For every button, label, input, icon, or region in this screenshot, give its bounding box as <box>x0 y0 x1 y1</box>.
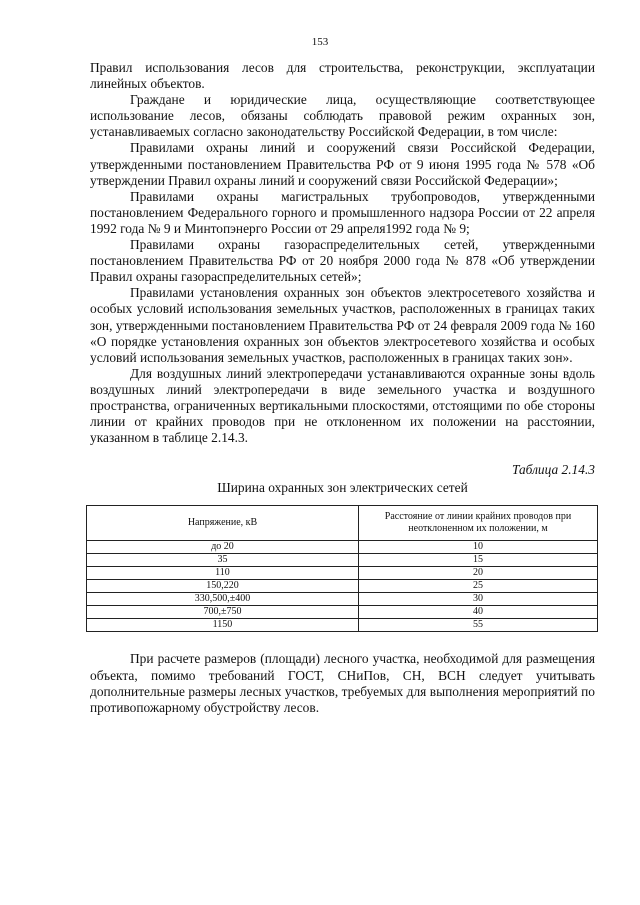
body-text-before-table <box>90 60 595 446</box>
table-row <box>87 554 598 567</box>
table-row <box>87 606 598 619</box>
paragraph: Для воздушных линий электропередачи устанавливаются охранные зоны вдоль воздушных линий электропередачи в виде земельного участка и воздушного пространства, ограниченных вертикальными плоскостями, отстоящими по обе стороны линии от крайних проводов при не отклоненном их положении на расстоянии, указанном в таблице 2.14.3. <box>90 365 595 446</box>
voltage-cell: 35 <box>87 554 359 567</box>
paragraph: Правилами установления охранных зон объектов электросетевого хозяйства и особых условий использования земельных участков, расположенных в границах таких зон, утвержденными постановлением Правительства РФ от 24 февраля 2009 года № 160 «О порядке установления охранных зон объектов электросетевого хозяйства и особых условий использования земельных участков, расположенных в границах таких зон». <box>90 285 595 365</box>
distance-cell: 30 <box>359 593 598 606</box>
body-text-after-table <box>90 651 595 715</box>
table-row <box>87 580 598 593</box>
paragraph: Правил использования лесов для строительства, реконструкции, эксплуатации линейных объектов. <box>90 60 595 92</box>
paragraph: Правилами охраны газораспределительных сетей, утвержденными постановлением Правительства РФ от 20 ноября 2000 года № 878 «Об утверждении Правил охраны газораспределительных сетей»; <box>90 237 595 285</box>
voltage-cell: 1150 <box>87 619 359 632</box>
table-row <box>87 567 598 580</box>
header-voltage: Напряжение, кВ <box>87 506 359 541</box>
table-title: Ширина охранных зон электрических сетей <box>217 480 468 496</box>
distance-cell: 55 <box>359 619 598 632</box>
table-body <box>87 541 598 632</box>
voltage-cell: 110 <box>87 567 359 580</box>
distance-cell: 25 <box>359 580 598 593</box>
voltage-cell: 330,500,±400 <box>87 593 359 606</box>
distance-cell: 15 <box>359 554 598 567</box>
distance-cell: 10 <box>359 541 598 554</box>
voltage-cell: 150,220 <box>87 580 359 593</box>
distance-cell: 40 <box>359 606 598 619</box>
voltage-cell: 700,±750 <box>87 606 359 619</box>
paragraph: Правилами охраны линий и сооружений связи Российской Федерации, утвержденными постановлением Правительства РФ от 9 июня 1995 года № 578 «Об утверждении Правил охраны линий и сооружений связи Российской Федерации»; <box>90 140 595 188</box>
page-content <box>90 60 595 716</box>
paragraph: При расчете размеров (площади) лесного участка, необходимой для размещения объекта, помимо требований ГОСТ, СНиПов, СН, ВСН следует учитывать дополнительные размеры лесных участков, требуемых для выполнения мероприятий по противопожарному обустройству лесов. <box>90 651 595 715</box>
distance-cell: 20 <box>359 567 598 580</box>
paragraph: Правилами охраны магистральных трубопроводов, утвержденными постановлением Федерального горного и промышленного надзора России от 22 апреля 1992 года № 9 и Минтопэнерго России от 29 апреля1992 года № 9; <box>90 188 595 236</box>
header-distance: Расстояние от линии крайних проводов при неотклоненном их положении, м <box>359 506 598 541</box>
table-caption: Таблица 2.14.3 <box>512 462 595 478</box>
table-row <box>87 593 598 606</box>
protection-zone-table <box>86 505 598 632</box>
page-number: 153 <box>311 36 329 48</box>
table-header-row <box>87 506 598 541</box>
table-row <box>87 619 598 632</box>
voltage-cell: до 20 <box>87 541 359 554</box>
paragraph: Граждане и юридические лица, осуществляющие соответствующее использование лесов, обязаны соблюдать правовой режим охранных зон, устанавливаемых согласно законодательству Российской Федерации, в том числе: <box>90 92 595 140</box>
table-row <box>87 541 598 554</box>
